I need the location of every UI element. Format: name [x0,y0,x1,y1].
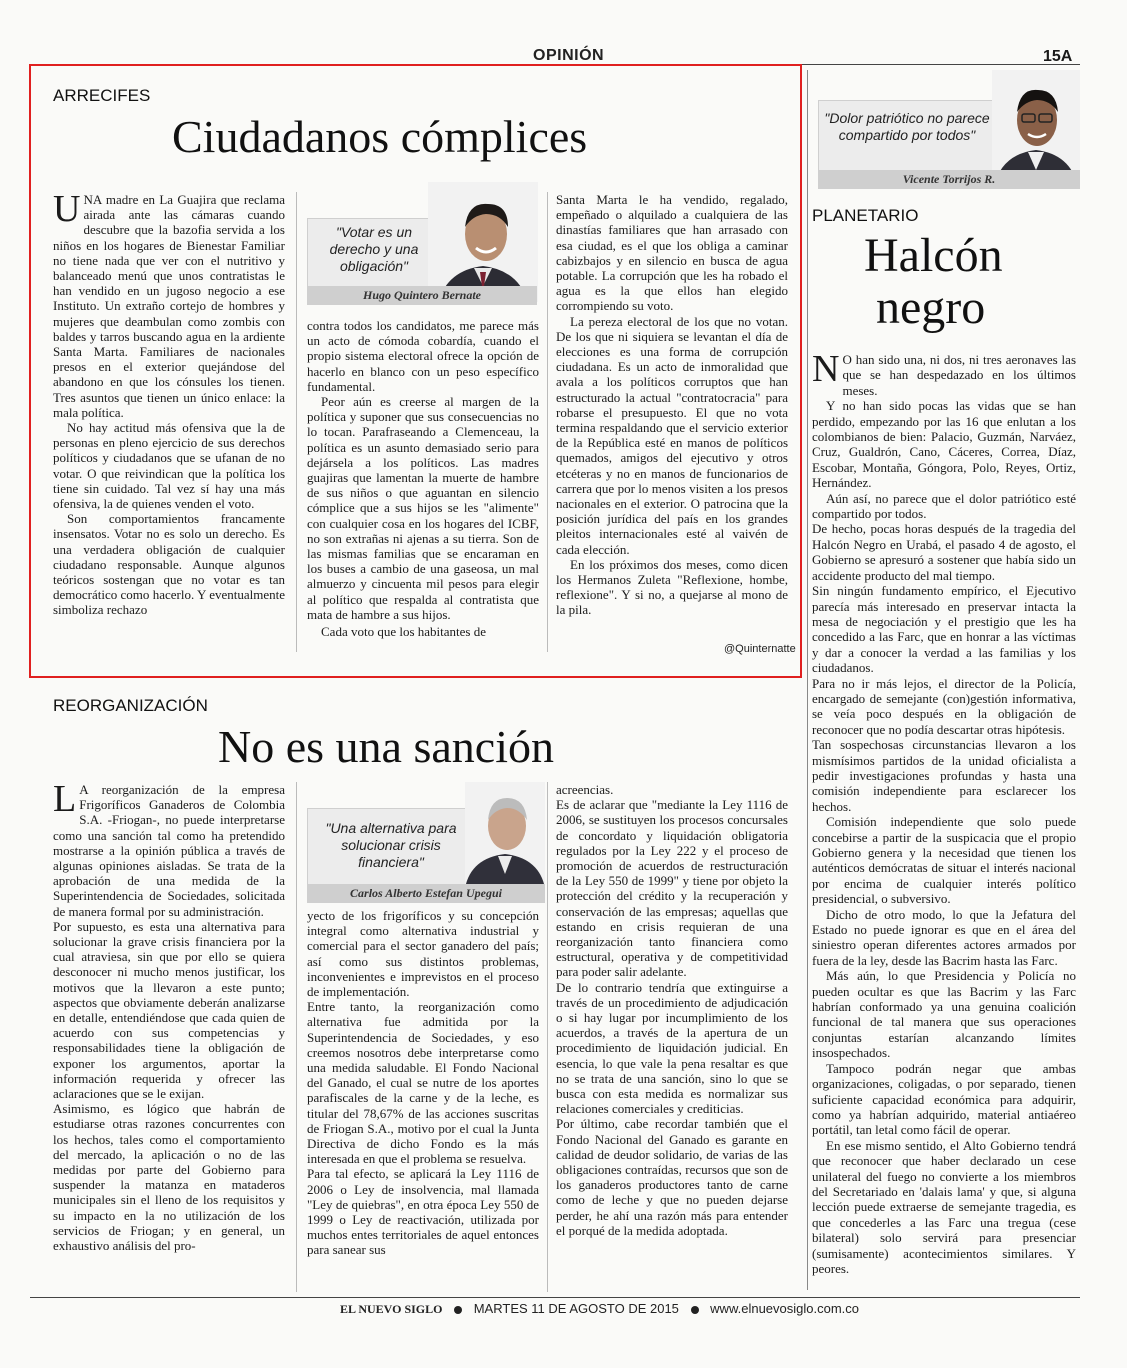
bullet-icon [691,1306,699,1314]
footer-url: www.elnuevosiglo.com.co [710,1301,860,1316]
reorganizacion-kicker: REORGANIZACIÓN [53,696,208,715]
dropcap: N [812,348,840,390]
planetario-kicker: PLANETARIO [812,206,919,225]
arrecifes-author: Hugo Quintero Bernate [307,286,537,305]
author-photo-hugo [428,182,538,302]
reorganizacion-headline: No es una sanción [218,721,554,772]
arrecifes-column-3: Santa Marta le ha vendido, regalado, empeñado o alquilado a cualquiera de las dinastías familiares que han arrasado con esa ciudad, es el que los obliga a caminar cabizbajos y en silencio en busca de agua potable. La corrupción que les ha robado el agua es la que ellos han elegido corrompiendo su voto. La pereza electoral de los que no votan. De los que ni siquiera se levantan el día de elecciones es una forma de corrupción ciudadana. Es un acto de inmoralidad que avala a los políticos corruptos que han estructurado la actual "contratocracia" para robarse el presupuesto. El que no vota termina respaldando que el servicio exterior de la República esté en manos de políticos quemados, amigos del ejecutivo y otros etcéteras y no en manos de funcionarios de carrera que por lo menos visiten a los presos nacionales en el exterior. O patrocina que la posición jurídica del país en los grandes pleitos internacionales esté al vaivén de cada elección. En los próximos dos meses, como dicen los Hermanos Zuleta "Reflexione, hombe, reflexione". Y si no, a quejarse al mono de la pila. [556,192,788,618]
planetario-body: N O han sido una, ni dos, ni tres aeronaves las que se han despedazado en los últimos meses. Y no han sido pocas las vidas que se han perdido, empezando por las 16 que enlutan a los colombianos de bien: Palacio, Guzmán, Narváez, Cruz, Gualdrón, Cano, Cáceres, Correa, Díaz, Escobar, Montaña, Góngora, Polo, Reyes, Ortiz, Hernández. Aún así, no parece que el dolor patriótico esté compartido por todos. De hecho, pocas horas después de la tragedia del Halcón Negro en Urabá, el pasado 4 de agosto, el Gobierno se apresuró a sostener que había sido un accidente producto del mal tiempo. Sin ningún fundamento empírico, el Ejecutivo parecía más interesado en preservar intacta la mesa de negociación y el prestigio que les ha concedido a las Farc, que en honrar a las víctimas y dar a conocer la verdad a las familias y los ciudadanos. Para no ir más lejos, el director de la Policía, encargado de semejante (con)gestión informativa, se veía poco después en la obligación de reconocer que no podía descartar otras hipótesis. Tan sospechosas circunstancias llevaron a los mismísimos partidos de la unidad oficialista a pedir investigaciones profundas y hasta una comisión independiente para esclarecer los hechos. Comisión independiente que solo puede concebirse a partir de la suspicacia que el propio Gobierno genera y la necesidad que tienen los auténticos demócratas de situar el interés nacional por encima de cualquier interés político presidencial, o subversivo. Dicho de otro modo, lo que la Jefatura del Estado no puede ignorar es que en el área del siniestro operan diferentes actores armados por fuera de la ley, desde las Bacrim hasta las Farc. Más aún, lo que Presidencia y Policía no pueden ocultar es que las Bacrim y las Farc habrían conformado ya una genuina coalición funcional de tal manera que sus operaciones conjuntas estarían alcanzando límites insospechados. Tampoco podrán negar que ambas organizaciones, coligadas, o por separado, tienen suficiente capacidad económica para adquirir, como ya habrían adquirido, material antiaéreo portátil, tan letal como fácil de operar. En ese mismo sentido, el Alto Gobierno tendrá que reconocer que haber declarado un cese unilateral del fuego no convierte a los miembros del Secretariado en 'dalais lama' y que, si alguna lección puede extraerse de semejante tragedia, es que concederles a las Farc una tregua (cese bilateral) solo servirá para presenciar (sumisamente) acontecimientos similares. Y peores. [812,348,1076,1276]
section-header: OPINIÓN [533,47,605,64]
footer-date: MARTES 11 DE AGOSTO DE 2015 [473,1301,679,1316]
arrecifes-column-2: contra todos los candidatos, me parece más un acto de cómoda cobardía, cuando el propio sistema electoral ofrece la opción de hacerlo en blanco con un peso específico fundamental. Peor aún es creerse al margen de la política y suponer que sus consecuencias no lo tocan. Parafraseando a Clemenceau, la política es un asunto demasiado serio para dejársela a los políticos. Las madres guajiras que lamentan la muerte de hambre de sus niños o que aguantan en silencio cómplice que a sus hijos se les "alimente" con cualquier cosa en los hogares del ICBF, no son extrañas ni ajenas a su tierra. Son de las mismas familias que se encaraman en los buses a cambio de una gaseosa, un mal almuerzo y cincuenta mil pesos para elegir al político que respalda al contratista que mata de hambre a sus hijos. Cada voto que los habitantes de [307,318,539,640]
arrecifes-kicker: ARRECIFES [53,86,151,105]
planetario-quote: "Dolor patriótico no parece compartido por todos" [824,110,990,143]
arrecifes-headline: Ciudadanos cómplices [172,111,588,162]
planetario-author: Vicente Torrijos R. [818,170,1080,189]
bullet-icon [454,1306,462,1314]
planetario-headline-line2: negro [876,281,986,334]
page-number: 15A [1043,48,1073,65]
column-rule [547,782,548,1292]
footer-brand: EL NUEVO SIGLO [340,1302,443,1316]
footer-rule [30,1297,1080,1298]
dropcap: U [53,188,81,230]
reorganizacion-author: Carlos Alberto Estefan Upegui [307,884,545,903]
arrecifes-quote: "Votar es un derecho y una obligación" [329,224,419,274]
author-photo-carlos [465,782,545,888]
reorganizacion-column-2: yecto de los frigoríficos y su concepción integral como alternativa industrial y comercial para el sector ganadero del país; así como sus distintos problemas, inconvenientes e imprevistos en el proceso de implementación. Entre tanto, la reorganización como alternativa fue admitida por la Superintendencia de Sociedades, y eso creemos nosotros debe interpretarse como una medida saludable. El Fondo Nacional del Ganado, el cual se nutre de los aportes parafiscales de la carne y de la leche, es titular del 78,67% de las acciones suscritas de Friogan S.A., motivo por el cual la Junta Directiva de dicho Fondo es la más interesada en que el problema se resuelva. Para tal efecto, se aplicará la Ley 1116 de 2006 o Ley de insolvencia, mal llamada "Ley de quiebras", en otra época Ley 550 de 1999 o Ley de reactivación, utilizada por muchos entes territoriales de aquel entonces para sanear sus [307,908,539,1258]
column-rule [807,70,808,1290]
reorganizacion-quote: "Una alternativa para solucionar crisis financiera" [325,820,457,870]
footer [340,1301,859,1317]
dropcap: L [53,778,77,820]
column-rule [547,192,548,652]
author-photo-vicente [992,70,1080,186]
author-handle: @Quinternatte [724,643,796,655]
column-rule [296,782,297,1292]
reorganizacion-column-1: L A reorganización de la empresa Frigoríficos Ganaderos de Colombia S.A. -Friogan-, no puede interpretarse como una sanción tal como ha pretendido mostrarse a la opinión pública a través de algunas opiniones aisladas. Se trata de la aprobación de una medida de la Superintendencia de Sociedades, solicitada de manera formal por su administración. Por supuesto, es esta una alternativa para solucionar la grave crisis financiera por la cual atraviesa, sin que por ello se quiera desconocer ni mucho menos justificar, los motivos que la llevaron a este punto; aspectos que obviamente deberán analizarse en detalle, entendiéndose que cada quien de acuerdo con sus competencias y responsabilidades tiene la obligación de exponer los argumentos, aportar la información requerida y ofrecer las aclaraciones que se le exijan. Asimismo, es lógico que habrán de estudiarse otras razones concurrentes con los hechos, tales como el comportamiento del mercado, la aplicación o no de las medidas por parte del Gobierno para suspender la matanza en mataderos municipales sin el lleno de los requisitos y su impacto en la no utilización de los servicios de Friogan; y en general, un exhaustivo análisis del pro- [53,778,285,1254]
arrecifes-column-1: UNA madre en La Guajira que reclama airada ante las cámaras cuando descubre que la bazofia servida a los niños en los hogares de Bienestar Familiar no tiene nada que ver con el nutritivo y balanceado menú que unos contratistas le han vendido en un jugoso negocio a ese Instituto. Un extraño cortejo de hombres y mujeres que deambulan como zombis con baldes y tarros buscando agua en la ardiente Santa Marta. Familiares de nacionales presos en el exterior quejándose del abandono en que los cónsules los tienen. Tres asuntos que tienen un único enlace: la mala política. No hay actitud más ofensiva que la de personas en pleno ejercicio de sus derechos políticos y ciudadanos que se ufanan de no votar. O que reivindican que la política los tiene sin cuidado. Tal vez sí hay una más ofensiva, la de quienes venden el voto. Son comportamientos francamente insensatos. Votar no es solo un derecho. Es una verdadera obligación de cualquier ciudadano responsable. Aunque algunos teóricos sostengan que no votar es tan democrático como hacerlo. Y eventualmente simboliza rechazo [53,188,285,618]
planetario-headline-line1: Halcón [864,229,1003,282]
reorganizacion-column-3: acreencias. Es de aclarar que "mediante la Ley 1116 de 2006, se sustituyen los procesos concursales de concordato y liquidación obligatoria regulados por la Ley 222 y el proceso de promoción de acuerdos de restructuración de la Ley 550 de 1999" y tiene por objeto la protección del crédito y la recuperación y conservación de las empresas; aquellas que estando en crisis requieran de una reorganización tanto financiera como estructural, operativa y de competitividad para poder salir adelante. De lo contrario tendría que extinguirse a través de un procedimiento de adjudicación o si hay lugar por incumplimiento de los acuerdos, a través de la apertura de un procedimiento de liquidación judicial. En esencia, lo que vale la pena resaltar es que no se trata de una sanción, sino lo que se busca con esta medida es normalizar sus relaciones comerciales y crediticias. Por último, cabe recordar también que el Fondo Nacional del Ganado es garante en calidad de deudor solidario, de varias de las obligaciones contraídas, recursos que son de los ganaderos productores tanto de carne como de leche y que no pueden dejarse perder, he ahí una razón más para entender el porqué de la medida adoptada. [556,782,788,1238]
column-rule [296,192,297,652]
